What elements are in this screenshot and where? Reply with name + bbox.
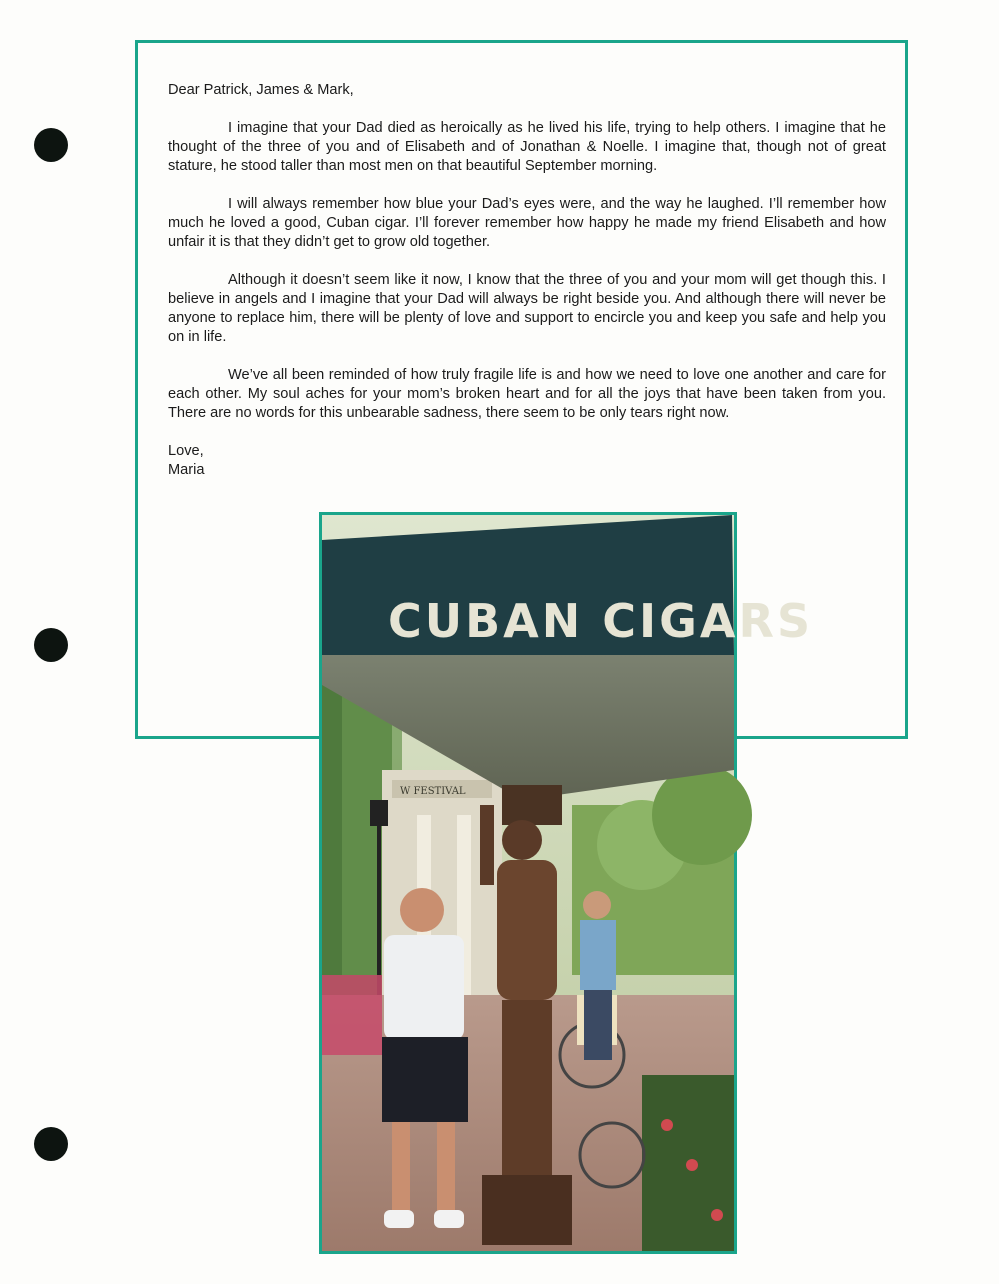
binder-hole-top bbox=[34, 128, 68, 162]
letter-signature: Maria bbox=[168, 462, 205, 478]
storefront-photo bbox=[322, 515, 814, 1251]
binder-hole-middle bbox=[34, 628, 68, 662]
flowers bbox=[322, 975, 382, 1055]
letter-paragraph: I imagine that your Dad died as heroically as he lived his life, trying to help others. I imagine that he thought of the three of you and of Elisabeth and of Jonathan & Noelle. I imagine that, though not of great stature, he stood taller than most men on that beautiful September morning. bbox=[168, 120, 886, 174]
letter-paragraph: I will always remember how blue your Dad’s eyes were, and the way he laughed. I’ll remember how much he loved a good, Cuban cigar. I’ll forever remember how happy he made my friend Elisabeth and how unfair it is that they didn’t get to grow old together. bbox=[168, 196, 886, 250]
awning-sign: CUBAN CIGARS bbox=[388, 594, 814, 648]
binder-hole-bottom bbox=[34, 1127, 68, 1161]
letter-closing: Love, bbox=[168, 443, 204, 459]
street-lamp bbox=[370, 800, 388, 826]
letter-paragraph: We’ve all been reminded of how truly fragile life is and how we need to love one another and care for each other. My soul aches for your mom’s broken heart and for all the joys that have been taken from you. There are no words for this unbearable sadness, there seem to be only tears right now. bbox=[168, 367, 886, 421]
photo-frame bbox=[319, 512, 814, 1254]
letter-body bbox=[168, 81, 886, 480]
letter-salutation: Dear Patrick, James & Mark, bbox=[168, 82, 354, 98]
letter-paragraph: Although it doesn’t seem like it now, I know that the three of you and your mom will get though this. I believe in angels and I imagine that your Dad will always be right beside you. And although there will never be anyone to replace him, there will be plenty of love and support to encircle you and keep you safe and help you on in life. bbox=[168, 272, 886, 345]
building-sign: W FESTIVAL bbox=[400, 786, 466, 797]
